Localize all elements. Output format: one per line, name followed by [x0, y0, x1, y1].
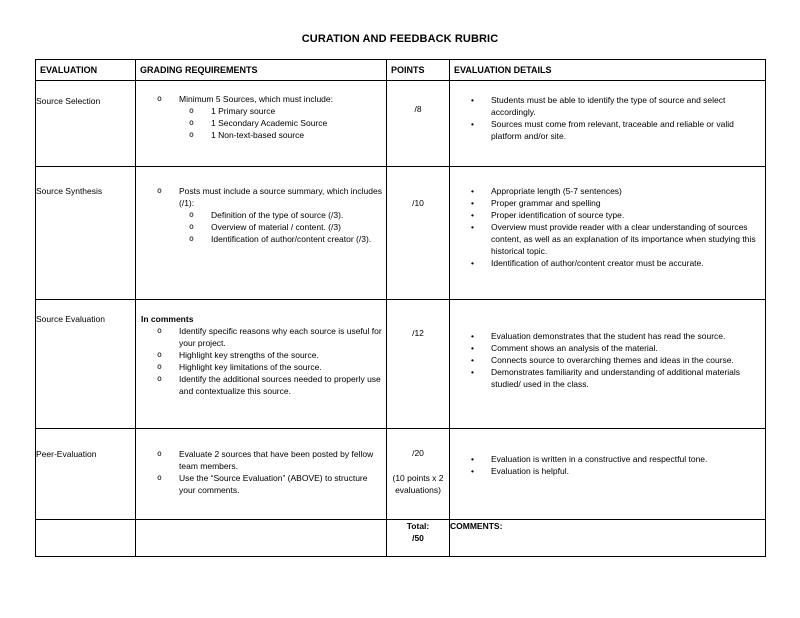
- bullet-item: [136, 325, 386, 349]
- table-row: [36, 300, 766, 429]
- details-cell: [450, 167, 766, 300]
- page-title: CURATION AND FEEDBACK RUBRIC: [301, 33, 499, 45]
- bullet-item: • Appropriate length (5-7 sentences): [450, 185, 765, 197]
- bullet-item: • Evaluation is helpful.: [450, 465, 765, 477]
- bullet-item: • Overview must provide reader with a clear understanding of sources content, as well as an explanation of its importance when studying this historical topic.: [450, 221, 765, 257]
- details-cell: [450, 300, 766, 429]
- grading-cell: [136, 167, 387, 300]
- points-value: /8: [414, 104, 422, 114]
- header-evaluation-details: EVALUATION DETAILS: [450, 60, 766, 81]
- details-list: [450, 330, 765, 390]
- points-value: /20: [412, 448, 424, 458]
- points-cell: [387, 167, 450, 300]
- grading-list: [136, 185, 386, 245]
- bullet-item: • Proper grammar and spelling: [450, 197, 765, 209]
- bullet-item: o 1 Non-text-based source: [136, 129, 383, 141]
- row-label: Source Evaluation: [36, 300, 136, 429]
- bullet-text: Posts must include a source summary, which includes (/1):: [179, 186, 382, 208]
- grading-list: [136, 325, 386, 397]
- total-label: Total:: [406, 521, 430, 531]
- grading-sublist: [179, 105, 383, 141]
- details-cell: [450, 429, 766, 520]
- rubric-table: [35, 59, 766, 557]
- bullet-text: Identify the additional sources needed to properly use and contextualize this source.: [179, 374, 381, 396]
- bullet-item: [136, 373, 386, 397]
- bullet-item: o Identification of author/content creator (/3).: [136, 233, 383, 245]
- bullet-text: Identify specific reasons why each source is useful for your project.: [179, 326, 382, 348]
- points-value: /10: [412, 198, 424, 208]
- bullet-item: [136, 349, 386, 361]
- points-note: (10 points x 2 evaluations): [392, 473, 444, 495]
- bullet-item: o 1 Secondary Academic Source: [136, 117, 383, 129]
- empty-cell: [136, 520, 387, 557]
- bullet-item: • Connects source to overarching themes and ideas in the course.: [450, 354, 765, 366]
- points-value: /12: [412, 328, 424, 338]
- footer-row: [36, 520, 766, 557]
- bullet-item: • Students must be able to identify the type of source and select accordingly.: [450, 94, 765, 118]
- bullet-item: o Definition of the type of source (/3).: [136, 209, 383, 221]
- bullet-item: • Comment shows an analysis of the material.: [450, 342, 765, 354]
- header-row: [36, 60, 766, 81]
- table-row: [36, 429, 766, 520]
- bullet-item: o Overview of material / content. (/3): [136, 221, 383, 233]
- row-label: Source Synthesis: [36, 167, 136, 300]
- empty-cell: [36, 520, 136, 557]
- header-points: POINTS: [387, 60, 450, 81]
- bullet-item: [136, 361, 386, 373]
- bullet-text: Use the “Source Evaluation” (ABOVE) to structure your comments.: [179, 473, 368, 495]
- row-label: Source Selection: [36, 81, 136, 167]
- details-list: [450, 185, 765, 269]
- bullet-item: • Evaluation demonstrates that the student has read the source.: [450, 330, 765, 342]
- row-label: Peer-Evaluation: [36, 429, 136, 520]
- bullet-text: Highlight key strengths of the source.: [179, 350, 319, 360]
- total-value: /50: [412, 533, 424, 543]
- grading-cell: [136, 300, 387, 429]
- grading-list: [136, 93, 386, 141]
- bullet-item: • Evaluation is written in a constructive and respectful tone.: [450, 453, 765, 465]
- bullet-item: • Demonstrates familiarity and understanding of additional materials studied/ used in the class.: [450, 366, 765, 390]
- grading-sublist: [179, 209, 383, 245]
- bullet-text: Highlight key limitations of the source.: [179, 362, 322, 372]
- bullet-item: • Proper identification of source type.: [450, 209, 765, 221]
- bullet-item: o 1 Primary source: [136, 105, 383, 117]
- bullet-item: [136, 185, 386, 245]
- details-list: [450, 453, 765, 477]
- bullet-item: [136, 93, 386, 141]
- header-grading-requirements: GRADING REQUIREMENTS: [136, 60, 387, 81]
- bullet-item: [136, 472, 386, 496]
- table-row: [36, 167, 766, 300]
- grading-list: [136, 448, 386, 496]
- bullet-text: Evaluate 2 sources that have been posted by fellow team members.: [179, 449, 374, 471]
- bullet-item: • Identification of author/content creator must be accurate.: [450, 257, 765, 269]
- grading-cell: [136, 81, 387, 167]
- points-cell: [387, 81, 450, 167]
- points-cell: [387, 300, 450, 429]
- comments-label: COMMENTS:: [450, 521, 503, 531]
- grading-cell: [136, 429, 387, 520]
- points-cell: [387, 429, 450, 520]
- bullet-text: Minimum 5 Sources, which must include:: [179, 94, 334, 104]
- table-row: [36, 81, 766, 167]
- header-evaluation: EVALUATION: [36, 60, 136, 81]
- details-list: [450, 94, 765, 142]
- bullet-item: • Sources must come from relevant, traceable and reliable or valid platform and/or site.: [450, 118, 765, 142]
- comments-cell: [450, 520, 766, 557]
- total-cell: [387, 520, 450, 557]
- details-cell: [450, 81, 766, 167]
- bullet-item: [136, 448, 386, 472]
- grading-intro: In comments: [141, 314, 194, 324]
